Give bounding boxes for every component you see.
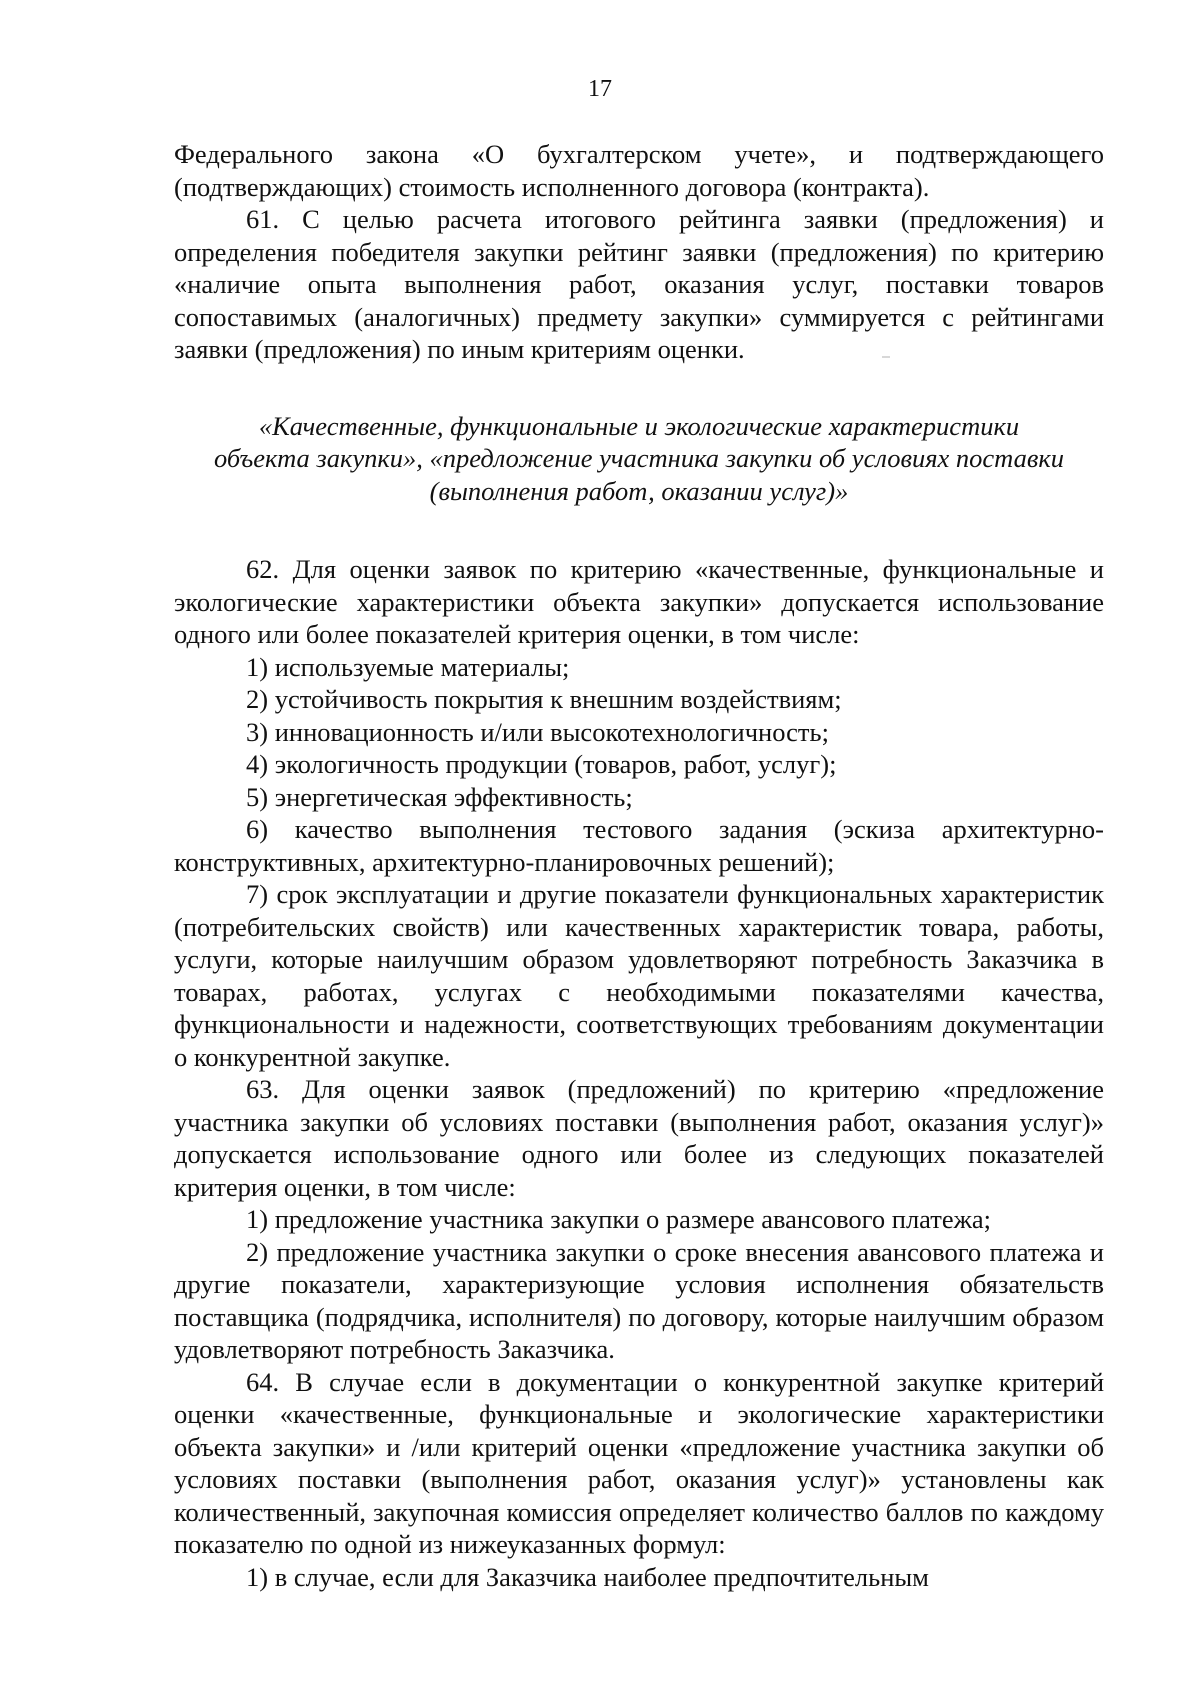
document-body xyxy=(174,138,1104,1593)
list-item-62-2: 2) устойчивость покрытия к внешним воздействиям; xyxy=(246,684,842,714)
section-heading-line-3: (выполнения работ, оказании услуг)» xyxy=(429,475,849,506)
list-item-62-4: 4) экологичность продукции (товаров, работ, услуг); xyxy=(246,749,837,779)
list-item-63-1: 1) предложение участника закупки о размере авансового платежа; xyxy=(246,1204,992,1234)
section-heading xyxy=(174,410,1104,508)
paragraph-63: 63. Для оценки заявок (предложений) по критерию «предложение участника закупки об условиях поставки (выполнения работ, оказания услуг)» допускается использование одного или более из следующих показателей критерия оценки, в том числе: xyxy=(174,1074,1104,1202)
scan-speck xyxy=(882,356,890,358)
paragraph-continuation: Федерального закона «О бухгалтерском учете», и подтверждающего (подтверждающих) стоимость исполненного договора (контракта). xyxy=(174,139,1104,202)
list-item-62-5: 5) энергетическая эффективность; xyxy=(246,781,633,812)
section-heading-line-2: объекта закупки», «предложение участника закупки об условиях поставки xyxy=(213,443,1065,473)
paragraph-62: 62. Для оценки заявок по критерию «качественные, функциональные и экологические характеристики объекта закупки» допускается использование одного или более показателей критерия оценки, в том числе: xyxy=(174,554,1104,649)
list-item-62-1: 1) используемые материалы; xyxy=(246,651,570,682)
list-item-63-2: 2) предложение участника закупки о сроке внесения авансового платежа и другие показатели, характеризующие условия исполнения обязательств поставщика (подрядчика, исполнителя) по договору, которые наилучшим образом удовлетворяют потребность Заказчика. xyxy=(174,1236,1104,1364)
paragraph-64: 64. В случае если в документации о конкурентной закупке критерий оценки «качественные, функциональные и экологические характеристики объекта закупки» и /или критерий оценки «предложение участника закупки об условиях поставки (выполнения работ, оказания услуг)» установлены как количественный, закупочная комиссия определяет количество баллов по каждому показателю по одной из нижеуказанных формул: xyxy=(174,1366,1104,1559)
section-heading-line-1: «Качественные, функциональные и экологические характеристики xyxy=(258,410,1020,441)
paragraph-61: 61. С целью расчета итогового рейтинга заявки (предложения) и определения победителя закупки рейтинг заявки (предложения) по критерию «наличие опыта выполнения работ, оказания услуг, поставки товаров сопоставимых (аналогичных) предмету закупки» суммируется с рейтингами заявки (предложения) по иным критериям оценки. xyxy=(174,204,1104,364)
list-item-64-1: 1) в случае, если для Заказчика наиболее предпочтительным xyxy=(246,1561,929,1592)
list-item-62-6: 6) качество выполнения тестового задания (эскиза архитектурно-конструктивных, архитектурно-планировочных решений); xyxy=(174,814,1104,877)
page-number: 17 xyxy=(588,76,612,102)
list-item-62-3: 3) инновационность и/или высокотехнологичность; xyxy=(246,716,829,747)
list-item-62-7: 7) срок эксплуатации и другие показатели функциональных характеристик (потребительских свойств) или качественных характеристик товара, работы, услуги, которые наилучшим образом удовлетворяют потребность Заказчика в товарах, работах, услугах с необходимыми показателями качества, функциональности и надежности, соответствующих требованиям документации о конкурентной закупке. xyxy=(174,879,1104,1072)
